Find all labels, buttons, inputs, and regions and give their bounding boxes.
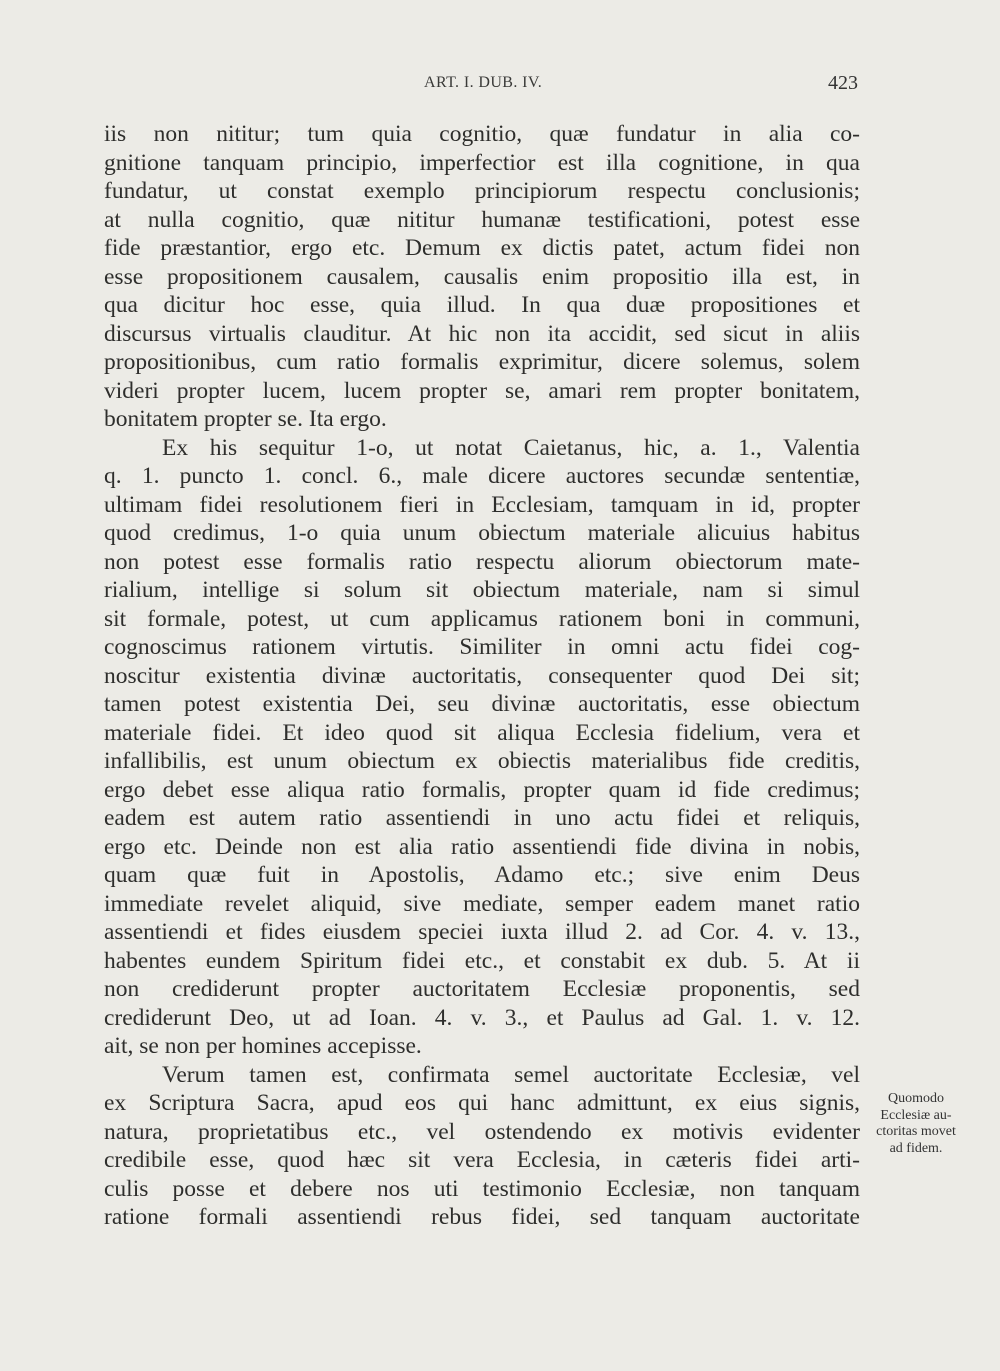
page-header <box>0 74 1000 98</box>
margin-note-line: ctoritas movet <box>876 1124 956 1139</box>
text-line: noscitur existentia divinæ auctoritatis, consequenter quod Dei sit; <box>104 662 860 689</box>
text-line: Ex his sequitur 1-o, ut notat Caietanus, hic, a. 1., Valentia <box>162 434 860 461</box>
text-line: ait, se non per homines accepisse. <box>104 1033 422 1059</box>
text-line: sit formale, potest, ut cum applicamus rationem boni in communi, <box>104 605 860 632</box>
text-line: fundatur, ut constat exemplo principiorum respectu conclusionis; <box>104 178 860 204</box>
text-line: discursus virtualis clauditur. At hic non ita accidit, sed sicut in aliis <box>104 320 860 347</box>
text-line: ergo debet esse aliqua ratio formalis, propter quam id fide credimus; <box>104 776 860 803</box>
text-line: cognoscimus rationem virtutis. Similiter in omni actu fidei cog- <box>104 634 860 660</box>
text-line: Verum tamen est, confirmata semel auctoritate Ecclesiæ, vel <box>162 1061 860 1088</box>
text-line: culis posse et debere nos uti testimonio Ecclesiæ, non tanquam <box>104 1175 860 1202</box>
page-number: 423 <box>828 72 858 94</box>
text-line: esse propositionem causalem, causalis enim propositio illa est, in <box>104 263 860 290</box>
text-line: quam quæ fuit in Apostolis, Adamo etc.; sive enim Deus <box>104 862 860 888</box>
text-line: assentiendi et fides eiusdem speciei iuxta illud 2. ad Cor. 4. v. 13., <box>104 919 860 945</box>
text-line: non crediderunt propter auctoritatem Ecclesiæ proponentis, sed <box>104 976 860 1002</box>
text-line: iis non nititur; tum quia cognitio, quæ fundatur in alia co- <box>104 121 860 147</box>
text-line: non potest esse formalis ratio respectu aliorum obiectorum mate- <box>104 548 860 575</box>
text-line: ultimam fidei resolutionem fieri in Ecclesiam, tamquam in id, propter <box>104 491 860 518</box>
text-line: infallibilis, est unum obiectum ex obiectis materialibus fide creditis, <box>104 748 860 774</box>
running-head: ART. I. DUB. IV. <box>424 74 543 91</box>
text-line: bonitatem propter se. Ita ergo. <box>104 406 387 432</box>
text-line: eadem est autem ratio assentiendi in uno actu fidei et reliquis, <box>104 805 860 831</box>
text-line: gnitione tanquam principio, imperfectior est illa cognitione, in qua <box>104 149 860 176</box>
margin-note <box>866 1091 966 1157</box>
margin-note-line: Ecclesiæ au- <box>880 1107 952 1123</box>
text-line: ergo etc. Deinde non est alia ratio assentiendi fide divina in nobis, <box>104 833 860 860</box>
text-line: ex Scriptura Sacra, apud eos qui hanc admittunt, ex eius signis, <box>104 1090 860 1116</box>
text-line: rialium, intellige si solum sit obiectum materiale, nam si simul <box>104 577 860 603</box>
margin-note-line: Quomodo <box>888 1091 944 1106</box>
margin-note-line: ad fidem. <box>889 1140 943 1156</box>
text-line: tamen potest existentia Dei, seu divinæ auctoritatis, esse obiectum <box>104 691 860 717</box>
text-line: at nulla cognitio, quæ nititur humanæ testificationi, potest esse <box>104 206 860 233</box>
text-line: q. 1. puncto 1. concl. 6., male dicere auctores secundæ sententiæ, <box>104 463 860 489</box>
body-text <box>104 120 860 1232</box>
text-line: qua dicitur hoc esse, quia illud. In qua duæ propositiones et <box>104 292 860 318</box>
text-line: immediate revelet aliquid, sive mediate, semper eadem manet ratio <box>104 890 860 917</box>
text-line: natura, proprietatibus etc., vel ostendendo ex motivis evidenter <box>104 1118 860 1145</box>
text-line: credibile esse, quod hæc sit vera Ecclesia, in cæteris fidei arti- <box>104 1147 860 1173</box>
text-line: ratione formali assentiendi rebus fidei, sed tanquam auctoritate <box>104 1204 860 1230</box>
text-line: videri propter lucem, lucem propter se, amari rem propter bonitatem, <box>104 377 860 404</box>
text-line: propositionibus, cum ratio formalis exprimitur, dicere solemus, solem <box>104 349 860 375</box>
text-line: habentes eundem Spiritum fidei etc., et constabit ex dub. 5. At ii <box>104 947 860 974</box>
text-line: quod credimus, 1-o quia unum obiectum materiale alicuius habitus <box>104 520 860 546</box>
text-line: fide præstantior, ergo etc. Demum ex dictis patet, actum fidei non <box>104 235 860 261</box>
text-line: crediderunt Deo, ut ad Ioan. 4. v. 3., et Paulus ad Gal. 1. v. 12. <box>104 1004 860 1031</box>
text-line: materiale fidei. Et ideo quod sit aliqua Ecclesia fidelium, vera et <box>104 719 860 746</box>
